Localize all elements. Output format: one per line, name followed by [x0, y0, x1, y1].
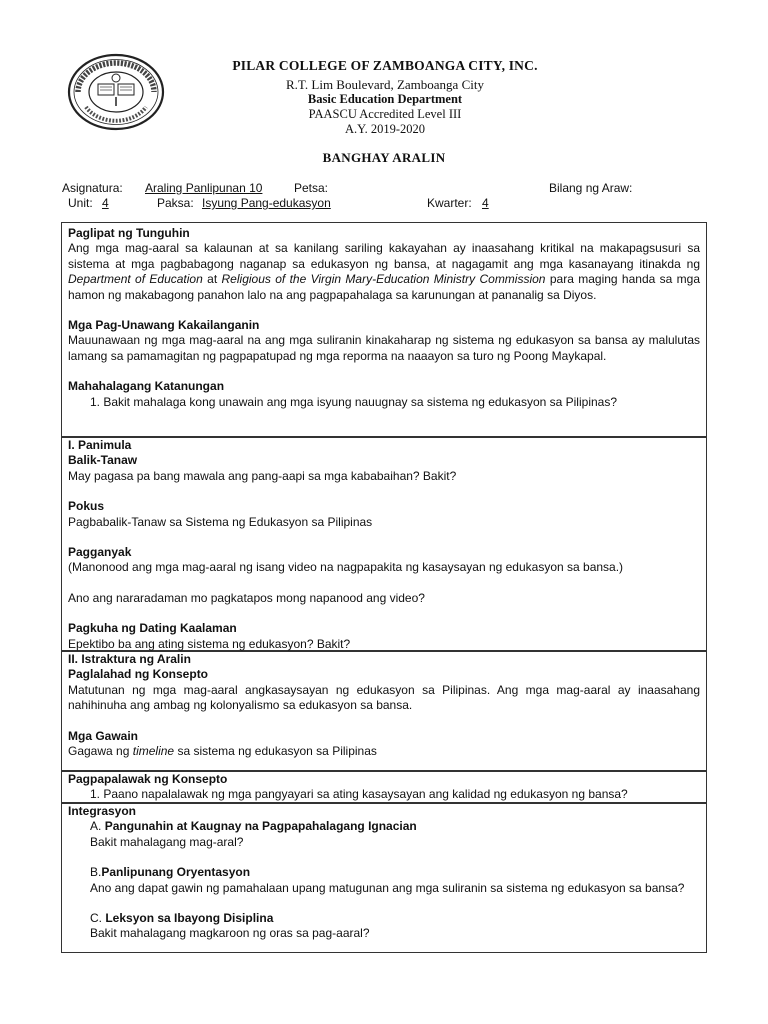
- section-panimula: [61, 437, 707, 651]
- section-pagpapalawak: [61, 771, 707, 803]
- asignatura-value: Araling Panlipunan 10: [145, 181, 263, 195]
- integrasyon-b-title: B.Panlipunang Oryentasyon: [90, 865, 251, 880]
- bilang-ng-araw-label: Bilang ng Araw:: [549, 181, 633, 195]
- heading-balik-tanaw: Balik-Tanaw: [68, 453, 138, 468]
- integrasyon-a-text: Bakit mahalagang mag-aral?: [90, 834, 244, 849]
- text-pagganyak-question: Ano ang nararadaman mo pagkatapos mong napanood ang video?: [68, 590, 425, 605]
- paragraph-paglipat: Ang mga mag-aaral sa kalaunan at sa kanilang sariling kakayahan ay inaasahang kritikal na makapagsusuri sa sistema at mga pagbabagong naganap sa edukasyon ng bansa, at nagagamit ang mga kasanayang itinakda ng Department of Education at Religious of the Virgin Mary-Education Ministry Commission para maging handa sa mga hamon ng makabagong panahon lalo na ang pagpapahalaga sa karunungan at pananalig sa Diyos.: [68, 241, 701, 302]
- question-item: 1. Paano napalalawak ng mga pangyayari sa ating kasaysayan ang kalidad ng edukasyon ng bansa?: [90, 787, 628, 802]
- text-dating-kaalaman: Epektibo ba ang ating sistema ng edukasyon? Bakit?: [68, 636, 351, 651]
- section-integrasyon: [61, 803, 707, 953]
- text-balik-tanaw: May pagasa pa bang mawala ang pang-aapi sa mga kababaihan? Bakit?: [68, 468, 457, 483]
- heading-paglalahad: Paglalahad ng Konsepto: [68, 667, 209, 682]
- section-istraktura: [61, 651, 707, 771]
- academic-year: A.Y. 2019-2020: [345, 122, 425, 136]
- integrasyon-c-text: Bakit mahalagang magkaroon ng oras sa pag-aaral?: [90, 926, 370, 941]
- paksa-label: Paksa:: [157, 196, 194, 210]
- unit-value: 4: [102, 196, 109, 210]
- heading-mga-gawain: Mga Gawain: [68, 728, 139, 743]
- text-pagganyak: (Manonood ang mga mag-aaral ng isang video na nagpapakita ng kasaysayan ng edukasyon sa bansa.): [68, 560, 624, 575]
- text-pokus: Pagbabalik-Tanaw sa Sistema ng Edukasyon sa Pilipinas: [68, 514, 373, 529]
- text-mga-gawain: Gagawa ng timeline sa sistema ng edukasyon sa Pilipinas: [68, 744, 377, 759]
- heading-paglipat: Paglipat ng Tunguhin: [68, 226, 190, 240]
- question-item: 1. Bakit mahalaga kong unawain ang mga isyung nauugnay sa sistema ng edukasyon sa Pilipinas?: [90, 394, 618, 409]
- integrasyon-c-title: C. Leksyon sa Ibayong Disiplina: [90, 911, 274, 926]
- heading-pagganyak: Pagganyak: [68, 545, 132, 560]
- heading-istraktura: II. Istraktura ng Aralin: [68, 652, 191, 666]
- section-tunguhin: [61, 222, 707, 437]
- integrasyon-b-text: Ano ang dapat gawin ng pamahalaan upang matugunan ang mga suliranin sa sistema ng edukasyon sa bansa?: [90, 880, 685, 895]
- heading-pagpapalawak: Pagpapalawak ng Konsepto: [68, 772, 228, 786]
- department-name: Basic Education Department: [307, 92, 463, 106]
- heading-integrasyon: Integrasyon: [68, 804, 137, 818]
- heading-panimula: I. Panimula: [68, 438, 132, 452]
- heading-pag-unawa: Mga Pag-Unawang Kakailanganin: [68, 318, 260, 333]
- school-address: R.T. Lim Boulevard, Zamboanga City: [286, 77, 484, 92]
- paksa-value: Isyung Pang-edukasyon: [202, 196, 331, 210]
- paragraph-pag-unawa: Mauunawaan ng mga mag-aaral na ang mga suliranin kinakaharap ng sistema ng edukasyon sa bansa ay malulutas lamang sa pamamagitan ng pagpapatupad ng mga reporma na naaayon sa turo ng Poong Maykapal.: [68, 333, 700, 363]
- accreditation: PAASCU Accredited Level III: [308, 107, 462, 121]
- document-title: BANGHAY ARALIN: [322, 150, 446, 165]
- school-name: PILAR COLLEGE OF ZAMBOANGA CITY, INC.: [232, 58, 538, 73]
- heading-pokus: Pokus: [68, 499, 105, 514]
- text-paglalahad: Matutunan ng mga mag-aaral angkasaysayan ng edukasyon sa Pilipinas. Ang mga mag-aaral ay inaasahang nahihinuha ang ambag ng kolonyalismo sa edukasyon sa bansa.: [68, 682, 700, 713]
- heading-katanungan: Mahahalagang Katanungan: [68, 379, 225, 394]
- petsa-label: Petsa:: [294, 181, 329, 195]
- integrasyon-a-title: A. Pangunahin at Kaugnay na Pagpapahalagang Ignacian: [90, 819, 417, 834]
- asignatura-label: Asignatura:: [62, 181, 123, 195]
- heading-dating-kaalaman: Pagkuha ng Dating Kaalaman: [68, 621, 237, 636]
- kwarter-label: Kwarter:: [427, 196, 472, 210]
- unit-label: Unit:: [68, 196, 93, 210]
- document-header: [0, 0, 768, 165]
- kwarter-value: 4: [482, 196, 489, 210]
